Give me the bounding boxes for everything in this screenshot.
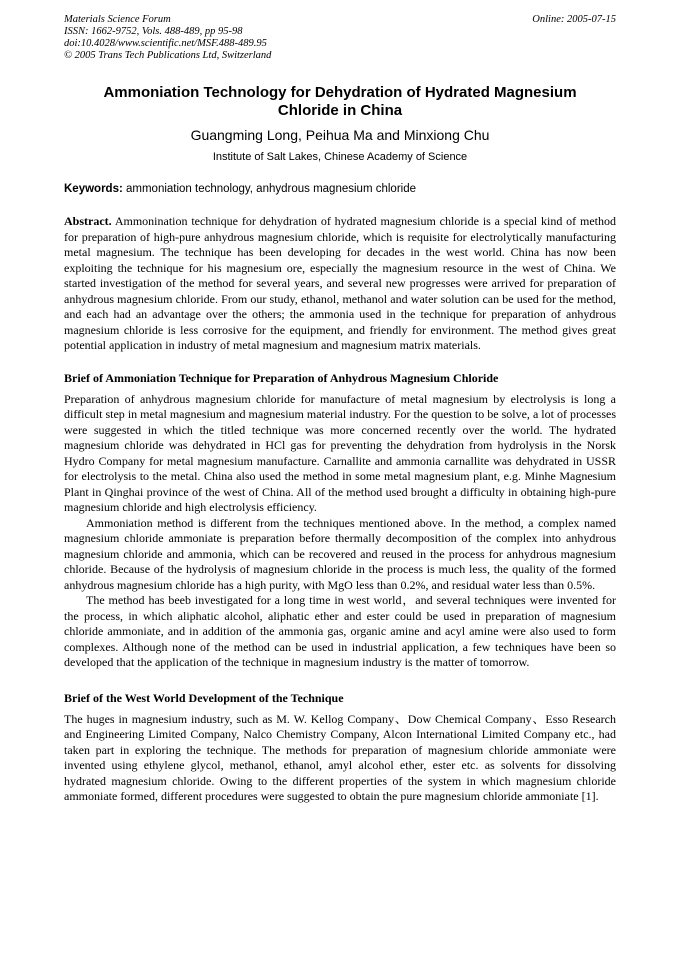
section-heading: Brief of Ammoniation Technique for Preparation of Anhydrous Magnesium Chloride bbox=[64, 370, 499, 385]
paragraph: The huges in magnesium industry, such as M. W. Kellog Company、Dow Chemical Company、Esso Research and Engineering Limited Company, Nalco Chemistry Company, Alcon International Limited Company etc., had taken part in exploring the technique. The methods for preparation of magnesium chloride ammoniate were invented using ethylene glycol, methanol, ethanol, amyl alcohol ether, ester etc. as solvents for dissolving hydrated magnesium chloride. Owing to the different properties of the system in which magnesium chloride ammoniate formed, different procedures were suggested to obtain the pure magnesium chloride ammoniate [1]. bbox=[64, 711, 616, 803]
paper-page bbox=[64, 14, 616, 805]
copyright-line: © 2005 Trans Tech Publications Ltd, Switzerland bbox=[64, 50, 272, 61]
section-body bbox=[64, 392, 616, 671]
keywords-label: Keywords: bbox=[64, 183, 123, 195]
doi-line: doi:10.4028/www.scientific.net/MSF.488-489.95 bbox=[64, 38, 267, 49]
paragraph: Ammoniation method is different from the techniques mentioned above. In the method, a complex named magnesium chloride ammoniate is preparation before thermally decomposition of the complex into anhydrous magnesium chloride and ammonia, which can be recovered and reused in the process for anhydrous magnesium chloride. Because of the hydrolysis of magnesium chloride in the process is much less, the quality of the formed anhydrous magnesium chloride has a high purity, with MgO less than 0.2%, and residual water less than 0.5%. bbox=[64, 515, 616, 592]
keywords bbox=[64, 182, 616, 196]
author-list: Guangming Long, Peihua Ma and Minxiong Chu bbox=[190, 127, 490, 143]
paper-title: Ammoniation Technology for Dehydration of Hydrated Magnesium Chloride in China bbox=[103, 84, 577, 119]
section-heading: Brief of the West World Development of the Technique bbox=[64, 690, 344, 705]
journal-name: Materials Science Forum bbox=[64, 14, 171, 25]
keywords-text: ammoniation technology, anhydrous magnesium chloride bbox=[122, 183, 416, 195]
online-date: Online: 2005-07-15 bbox=[532, 14, 616, 25]
section-body bbox=[64, 712, 616, 805]
abstract-text: Ammonination technique for dehydration of hydrated magnesium chloride is a special kind of method for preparation of high-pure anhydrous magnesium chloride, which is requisite for electrolytically manufacturing metal magnesium. The technique has been developing for decades in the west world. China has now been exploiting the technique for his magnesium ore, especially the magnesium resource in the west of China. We started investigation of the method for several years, and several new progresses were arrived for preparation of anhydrous magnesium chloride. From our study, ethanol, methanol and water solution can be used for the method, and each had an advantage over the others; the ammonia used in the technique for preparation of anhydrous magnesium chloride is less corrosive for the equipment, and friendly for environment. The method gives great potential application in industry of metal magnesium and magnesium matrix materials. bbox=[64, 214, 616, 352]
paragraph: The method has beeb investigated for a long time in west world，and several techniques were invented for the process, in which aliphatic alcohol, aliphatic ether and ester could be used in preparation of magnesium chloride ammoniate, and in addition of the ammonia gas, organic amine and acyl amine were also used to form complexes. Although none of the method can be used in industrial application, a few techniques have been so developed that the application of the technique in magnesium industry is the matter of tomorrow. bbox=[64, 593, 616, 669]
paragraph: Preparation of anhydrous magnesium chloride for manufacture of metal magnesium by electrolysis is long a difficult step in metal magnesium and magnesium material industry. For the question to be solve, a lot of processes were suggested in which the titled technique was more concerned recently over the world. The hydrated magnesium chloride was dehydrated in HCl gas for preventing the dehydration from hydrolysis in the Norsk Hydro Company for metal magnesium manufacture. Carnallite and ammonia carnallite was dehydrated in USSR for electrolysis to the metal. China also used the method in some metal magnesium plant, e.g. Minhe Magnesium Plant in Qinghai province of the west of China. All of the method used brought a difficulty in obtaining high-pure magnesium chloride and high electrolysis efficiency. bbox=[64, 391, 616, 514]
journal-header bbox=[64, 14, 616, 62]
affiliation: Institute of Salt Lakes, Chinese Academy of Science bbox=[212, 151, 468, 163]
issn-line: ISSN: 1662-9752, Vols. 488-489, pp 95-98 bbox=[64, 26, 243, 37]
abstract bbox=[64, 214, 616, 354]
abstract-label: Abstract. bbox=[64, 214, 112, 228]
